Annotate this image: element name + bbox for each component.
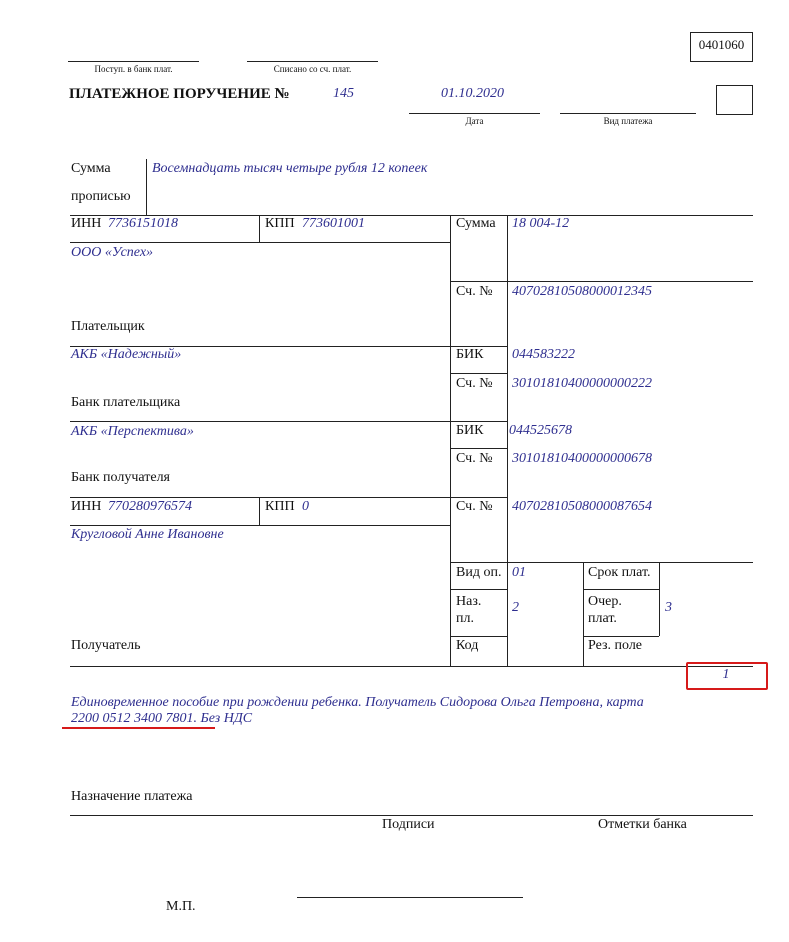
- recipient-inn-label: ИНН: [71, 499, 102, 514]
- recipient-kpp: 0: [302, 499, 309, 514]
- form-code-box: [690, 32, 753, 62]
- payer-kpp-label: КПП: [265, 216, 295, 231]
- grid-line-payer-bank: [70, 421, 507, 422]
- ocher-label-1: Очер.: [588, 594, 622, 609]
- grid-line-ocher: [583, 636, 659, 637]
- document-number: 145: [333, 86, 354, 101]
- grid-line-amount: [450, 281, 753, 282]
- bank-marks-label: Отметки банка: [598, 817, 687, 832]
- grid-line-bottom: [70, 666, 753, 667]
- debited-label: Списано со сч. плат.: [273, 64, 352, 74]
- recipient-bank-account-label: Сч. №: [456, 451, 493, 466]
- purpose-line-2: 2200 0512 3400 7801. Без НДС: [71, 711, 253, 726]
- payer-inn-label: ИНН: [71, 216, 102, 231]
- received-label: Поступ. в банк плат.: [94, 64, 173, 74]
- document-date: 01.10.2020: [441, 86, 504, 101]
- grid-line-col2: [507, 215, 508, 666]
- payer-bank-bik: 044583222: [512, 347, 575, 362]
- rez-label: Рез. поле: [588, 638, 643, 653]
- payment-type-label: Вид платежа: [603, 116, 653, 126]
- naz-pl-label-2: пл.: [456, 611, 474, 626]
- amount-label: Сумма: [456, 216, 496, 231]
- grid-line-inn-kpp: [259, 215, 260, 243]
- amount-words-value: Восемнадцать тысяч четыре рубля 12 копеек: [152, 161, 428, 176]
- naz-pl-label-1: Наз.: [456, 594, 482, 609]
- payer-bank-name: АКБ «Надежный»: [71, 347, 182, 362]
- vid-op-label: Вид оп.: [456, 565, 502, 580]
- grid-line-vid-op: [450, 562, 753, 563]
- recipient-bank-name: АКБ «Перспектива»: [71, 424, 194, 439]
- payer-bank-account-label: Сч. №: [456, 376, 493, 391]
- field-22-value: 1: [722, 667, 730, 682]
- document-title: ПЛАТЕЖНОЕ ПОРУЧЕНИЕ №: [69, 86, 290, 102]
- amount-value: 18 004-12: [512, 216, 570, 231]
- grid-line-rec-inn-kpp: [259, 497, 260, 525]
- recipient-name: Кругловой Анне Ивановне: [71, 527, 224, 542]
- payer-account-label: Сч. №: [456, 284, 493, 299]
- ocher-value: 3: [665, 600, 672, 615]
- grid-line-rec-inn: [70, 525, 450, 526]
- payer-bank-account: 30101810400000000222: [512, 376, 652, 391]
- recipient-bank-label: Банк получателя: [71, 470, 170, 485]
- recipient-account: 40702810508000087654: [512, 499, 652, 514]
- amount-words-label-2: прописью: [71, 189, 131, 204]
- grid-line-col4: [659, 562, 660, 636]
- card-number-underline: [62, 727, 215, 729]
- grid-line-recipient-bik: [450, 448, 507, 449]
- recipient-bank-bik: 044525678: [509, 423, 572, 438]
- srok-label: Срок плат.: [588, 565, 651, 580]
- field-22-highlight: [686, 662, 768, 690]
- payor-status-box: [716, 85, 753, 115]
- signature-line: [297, 897, 523, 898]
- grid-line-col3: [583, 562, 584, 666]
- recipient-inn: 770280976574: [108, 499, 192, 514]
- recipient-bank-account: 30101810400000000678: [512, 451, 652, 466]
- naz-pl-value: 2: [512, 600, 519, 615]
- recipient-kpp-label: КПП: [265, 499, 295, 514]
- payment-type-line: [560, 113, 696, 114]
- grid-line-payer-inn: [70, 242, 450, 243]
- payer-kpp: 773601001: [302, 216, 365, 231]
- grid-line-col1: [450, 215, 451, 666]
- form-code: 0401060: [698, 37, 745, 52]
- ocher-label-2: плат.: [588, 611, 617, 626]
- amount-words-label-1: Сумма: [71, 161, 111, 176]
- amount-words-divider: [146, 159, 147, 215]
- grid-line-srok: [583, 589, 659, 590]
- signatures-label: Подписи: [382, 817, 435, 832]
- date-label: Дата: [465, 116, 484, 126]
- recipient-account-label: Сч. №: [456, 499, 493, 514]
- recipient-bank-bik-label: БИК: [456, 423, 484, 438]
- grid-line-recipient-bank: [70, 497, 507, 498]
- payer-label: Плательщик: [71, 319, 145, 334]
- purpose-line-1: Единовременное пособие при рождении ребенка. Получатель Сидорова Ольга Петровна, карта: [71, 695, 644, 710]
- payer-bank-bik-label: БИК: [456, 347, 484, 362]
- debited-line: [247, 61, 378, 62]
- payer-bank-label: Банк плательщика: [71, 395, 181, 410]
- grid-line-payer-bik: [450, 373, 507, 374]
- payer-inn: 7736151018: [108, 216, 178, 231]
- payer-account: 40702810508000012345: [512, 284, 652, 299]
- grid-line-kod: [450, 636, 507, 637]
- kod-label: Код: [456, 638, 479, 653]
- grid-line-naz: [450, 589, 507, 590]
- purpose-label: Назначение платежа: [71, 789, 193, 804]
- purpose-bottom-line: [70, 815, 753, 816]
- date-line: [409, 113, 540, 114]
- vid-op-value: 01: [512, 565, 526, 580]
- stamp-label: М.П.: [166, 899, 196, 914]
- received-line: [68, 61, 199, 62]
- payer-name: ООО «Успех»: [71, 245, 154, 260]
- recipient-label: Получатель: [71, 638, 141, 653]
